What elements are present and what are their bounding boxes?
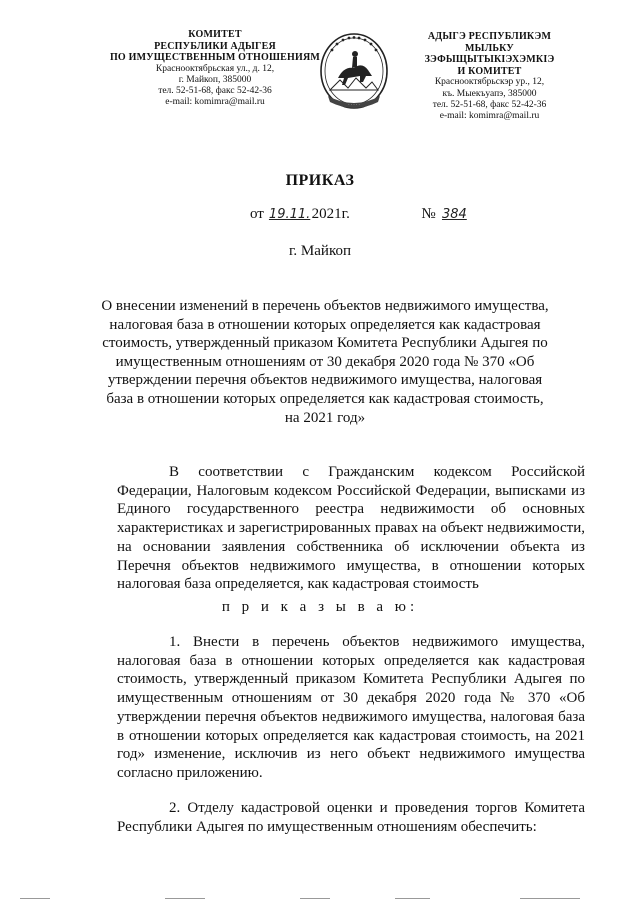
org-address-adyghe: Краснооктябрьскэр ур., 12, <box>434 77 545 88</box>
org-name-adyghe-line-2: МЫЛЬКУ ЗЭФЫЩЫТЫКIЭХЭМКIЭ <box>424 42 555 66</box>
date-number-line <box>250 206 469 223</box>
date-year: 2021г. <box>311 206 350 222</box>
city-line: г. Майкоп <box>288 243 352 259</box>
republic-emblem-icon <box>316 30 392 110</box>
org-address: Краснооктябрьская ул., д. 12, <box>155 63 275 74</box>
org-city-adyghe: къ. Мыекъуапэ, 385000 <box>442 88 537 99</box>
order-word: п р и к а з ы в а ю: <box>221 599 419 615</box>
preamble-paragraph: В соответствии с Гражданским кодексом Российской Федерации, Налоговым кодексом Российской Федерации, выписками из Единого государственного реестра недвижимости об основных характеристиках и зарегистрированных правах на объект недвижимости, на основании заявления собственника об исключении объекта из Перечня объектов недвижимого имущества, в отношении которых налоговая база определяется, как кадастровая стоимость <box>117 464 585 593</box>
document-title: ПРИКАЗ <box>285 172 355 189</box>
org-email-adyghe: e-mail: komimra@mail.ru <box>439 110 540 121</box>
org-phone: тел. 52-51-68, факс 52-42-36 <box>158 86 272 97</box>
scan-artifact-line <box>300 898 330 899</box>
handwritten-number: 384 <box>441 207 467 222</box>
scan-artifact-line <box>20 898 50 899</box>
org-name-adyghe-line-1: АДЫГЭ РЕСПУБЛИКЭМ <box>427 31 552 42</box>
number-prefix: № <box>421 206 436 222</box>
header-right <box>412 31 567 122</box>
org-phone-adyghe: тел. 52-51-68, факс 52-42-36 <box>432 99 547 110</box>
scan-artifact-line <box>520 898 580 899</box>
org-city: г. Майкоп, 385000 <box>178 74 252 85</box>
order-subject: О внесении изменений в перечень объектов недвижимого имущества, налоговая база в отношении которых определяется как кадастровая стоимость, утвержденный приказом Комитета Республики Адыгея по имущественным отношениям от 30 декабря 2020 года № 370 «Об утверждении перечня объектов недвижимого имущества, налоговая база в отношении которых определяется как кадастровая стоимость, на 2021 год» <box>101 298 549 426</box>
org-email: e-mail: komimra@mail.ru <box>165 97 265 108</box>
handwritten-date: 19.11. <box>268 207 311 222</box>
order-item-2: 2. Отделу кадастровой оценки и проведения торгов Комитета Республики Адыгея по имущественным отношениям обеспечить: <box>117 800 585 835</box>
org-name-adyghe-line-3: И КОМИТЕТ <box>457 65 522 77</box>
org-name-line-3: ПО ИМУЩЕСТВЕННЫМ ОТНОШЕНИЯМ <box>109 52 321 64</box>
svg-text:. . . . .: . . . . . <box>348 101 360 106</box>
org-name-line-2: РЕСПУБЛИКИ АДЫГЕЯ <box>154 40 276 52</box>
date-prefix: от <box>250 206 264 222</box>
scan-artifact-line <box>395 898 430 899</box>
header-left <box>105 29 325 109</box>
org-name-line-1: КОМИТЕТ <box>188 29 242 40</box>
order-item-1: 1. Внести в перечень объектов недвижимого имущества, налоговая база в отношении которых определяется как кадастровая стоимость, утвержденный приказом Комитета Республики Адыгея по имущественным отношениям от 30 декабря 2020 года № 370 «Об утверждении перечня объектов недвижимого имущества, налоговая база в отношении которых определяется как кадастровая стоимость, на 2021 год» изменение, исключив из него объект недвижимого имущества согласно приложению. <box>117 634 585 781</box>
scan-artifact-line <box>165 898 205 899</box>
